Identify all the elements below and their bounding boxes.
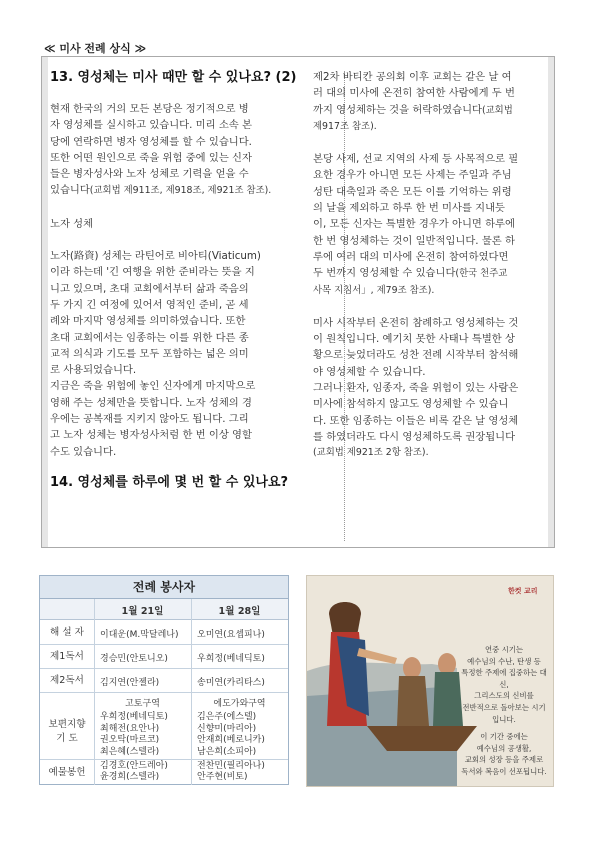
caption-line: 그리스도의 신비를 — [474, 691, 534, 701]
r-para2-line: 요한 경우가 아니면 모든 사제는 주일과 주님 — [313, 169, 512, 182]
table-hline — [40, 692, 288, 693]
offertory-week2 — [197, 761, 265, 783]
commentator-week1: 이대운(M.막달레나) — [100, 630, 179, 640]
offertory-name: 김경호(안드레아) — [100, 761, 168, 771]
r-para1-reference-a: (교회법 — [481, 104, 513, 116]
district-koto: 고토구역 — [125, 699, 160, 709]
r-para2-reference-b: 사목 지침서」, 제79조 참조). — [313, 284, 435, 296]
reading1-week1: 경승민(안토니오) — [100, 654, 168, 664]
prayer-name: 김은주(에스텔) — [197, 712, 257, 722]
r-para2-text: 두 번까지 영성체할 수 있습니다 — [313, 267, 456, 280]
r-para3-line: 황으로 늦었더라도 성찬 전례 시작부터 참석해 — [313, 349, 519, 362]
caption-line: 독서와 복음이 선포됩니다. — [461, 766, 547, 776]
district-edogawa: 에도가와구역 — [213, 699, 266, 709]
caption-line: 교회의 성장 등을 주제로 — [464, 755, 544, 765]
para1-line: 현재 한국의 거의 모든 본당은 정기적으로 병 — [50, 103, 249, 115]
r-para3-line: 를 하였더라도 다시 영성체하도록 권장됩니다 — [313, 430, 516, 443]
r-para3-line: 그러나 환자, 임종자, 죽을 위험이 있는 사람은 — [313, 382, 519, 395]
para2-line: 두 가지 긴 여정에 있어서 영적인 준비, 곧 세 — [50, 298, 249, 311]
para2-line: 노자(路資) 성체는 라틴어로 비아티(Viaticum) — [50, 250, 261, 263]
r-para3-line: 미사에 참석하지 않고도 영성체할 수 있습니 — [313, 398, 509, 411]
caption-line: 특정한 주제에 집중하는 대신, — [461, 668, 547, 689]
row-label-prayer: 보편지향 — [48, 719, 86, 730]
prayer-name: 우희정(베네딕토) — [100, 712, 168, 722]
date-header-2: 1월 28일 — [218, 606, 261, 617]
question-13-title: 13. 영성체는 미사 때만 할 수 있나요? (2) — [50, 70, 297, 85]
prayer-week2 — [197, 712, 265, 758]
caption-line: 이 기간 중에는 — [480, 732, 528, 742]
r-para3-line: 이 원칙입니다. 예기치 못한 사태나 특별한 상 — [313, 333, 515, 346]
box-left-shade — [42, 57, 48, 547]
para1-line: 당에 연락하면 병자 영성체를 할 수 있습니다. — [50, 135, 252, 148]
para3-line: 고 노자 성체는 병자성사처럼 한 번 이상 영할 — [50, 429, 252, 442]
para3-line: 우에는 공복재를 지키지 않아도 됩니다. 그리 — [50, 413, 249, 426]
row-label-offertory: 예물봉헌 — [48, 767, 86, 778]
offertory-name: 윤경희(스텔라) — [100, 772, 160, 782]
para3-line: 지금은 죽을 위험에 놓인 신자에게 마지막으로 — [50, 380, 256, 393]
offertory-week1 — [100, 761, 168, 783]
illustration-caption — [459, 644, 549, 778]
reading2-week2: 송미연(카리타스) — [197, 678, 265, 688]
r-para2-line — [313, 265, 552, 282]
r-para1-line: 러 대의 미사에 온전히 참여한 사람에게 두 번 — [313, 87, 515, 100]
para2-line: 니고 있으며, 초대 교회에서부터 삶과 죽음의 — [50, 282, 249, 295]
section-heading-viaticum: 노자 성체 — [50, 217, 94, 230]
para1-line: 자 영성체를 실시하고 있습니다. 미리 소속 본 — [50, 119, 252, 132]
row-label-prayer-2: 기 도 — [56, 733, 78, 744]
row-label-reading2: 제2독서 — [50, 675, 84, 686]
table-hline — [40, 759, 288, 760]
prayer-name: 신향미(마리아) — [197, 723, 257, 734]
question-14-title: 14. 영성체를 하루에 몇 번 할 수 있나요? — [50, 474, 289, 490]
commentator-week2: 오미연(요셉피나) — [197, 630, 265, 640]
r-para2-line: 이, 모든 신자는 특별한 경우가 아니면 하루에 — [313, 218, 515, 231]
r-para1-reference-b: 제917조 참조). — [313, 120, 377, 132]
r-para2-line: 성탄 대축일과 죽은 모든 이를 기억하는 위령 — [313, 185, 512, 198]
section-header: ≪ 미사 전례 상식 ≫ — [44, 42, 147, 55]
para1-reference: (교회법 제911조, 제918조, 제921조 참조). — [89, 185, 272, 197]
caption-line: 예수님의 공생활, — [476, 743, 532, 753]
para2-line: 례와 마지막 영성체를 의미하였습니다. 또한 — [50, 315, 246, 328]
reading2-week1: 김지연(안젤라) — [100, 678, 160, 688]
one-cut-catechism-badge: 한컷 교리 — [508, 587, 538, 595]
row-label-reading1: 제1독서 — [50, 651, 84, 662]
para1-last-text: 있습니다 — [50, 184, 90, 197]
para1-line-last — [50, 182, 339, 199]
table-hline — [40, 668, 288, 669]
offertory-name: 안주현(비토) — [197, 772, 248, 782]
r-para2-line: 한 번 영성체하는 것이 일반적입니다. 물론 하 — [313, 234, 515, 247]
caption-line: 예수님의 수난, 탄생 등 — [467, 656, 541, 666]
para2-line: 이라 하는데 '긴 여행을 위한 준비라는 뜻을 지 — [50, 266, 255, 279]
para1-line: 들은 병자성사와 노자 성체로 기력을 얻을 수 — [50, 168, 249, 181]
r-para2-line: 본당 사제, 선교 지역의 사제 등 사목적으로 필 — [313, 153, 519, 166]
table-hline — [40, 644, 288, 645]
prayer-name: 최해전(요안나) — [100, 723, 160, 734]
r-para3-line: 미사 시작부터 온전히 참례하고 영성체하는 것 — [313, 316, 519, 329]
row-label-commentator: 해 설 자 — [50, 627, 84, 638]
r-para3-line: 야 영성체할 수 있습니다. — [313, 365, 426, 378]
caption-line: 전반적으로 돌아보는 시기입니다. — [462, 702, 546, 724]
prayer-name: 안재희(베로니카) — [197, 735, 265, 745]
liturgy-servers-table — [39, 575, 289, 785]
article-box — [41, 56, 555, 548]
r-para3-reference: (교회법 제921조 2항 참조). — [313, 447, 429, 459]
catechism-illustration — [306, 575, 554, 787]
prayer-week1 — [100, 712, 168, 758]
date-header-1: 1월 21일 — [121, 606, 164, 617]
para3-line: 영해 주는 성체만을 뜻합니다. 노자 성체의 경 — [50, 396, 252, 409]
prayer-name: 남은희(소피아) — [197, 746, 257, 757]
r-para1-line — [313, 102, 552, 119]
r-para2-line: 루에 여러 대의 미사에 온전히 참여하였다면 — [313, 250, 509, 263]
prayer-name: 최은혜(스텔라) — [100, 746, 160, 757]
right-column — [313, 69, 552, 462]
reading1-week2: 우희정(베네딕토) — [197, 654, 265, 664]
table-title: 전례 봉사자 — [40, 576, 288, 599]
para2-line: 초대 교회에서는 임종하는 이를 위한 다른 종 — [50, 331, 249, 344]
r-para1-text: 까지 영성체하는 것을 허락하였습니다 — [313, 103, 482, 116]
prayer-name: 권오탁(마르코) — [100, 735, 160, 745]
para2-line: 로 사용되었습니다. — [50, 364, 137, 377]
r-para2-reference-a: (한국 천주교 — [455, 268, 508, 280]
caption-line: 연중 시기는 — [484, 645, 524, 654]
r-para2-line: 의 날을 제외하고 하루 한 번 미사를 지내듯 — [313, 202, 506, 215]
para3-line: 수도 있습니다. — [50, 445, 117, 458]
r-para3-line: 다. 또한 임종하는 이들은 비록 같은 날 영성체 — [313, 414, 519, 427]
para1-line: 또한 어떤 원인으로 죽을 위험 중에 있는 신자 — [50, 151, 252, 164]
para2-line: 교적 의식과 기도를 모두 포함하는 넓은 의미 — [50, 347, 249, 360]
offertory-name: 전찬민(필리아나) — [197, 761, 265, 771]
left-column — [50, 69, 339, 492]
r-para1-line: 제2차 바티칸 공의회 이후 교회는 같은 날 여 — [313, 71, 512, 83]
